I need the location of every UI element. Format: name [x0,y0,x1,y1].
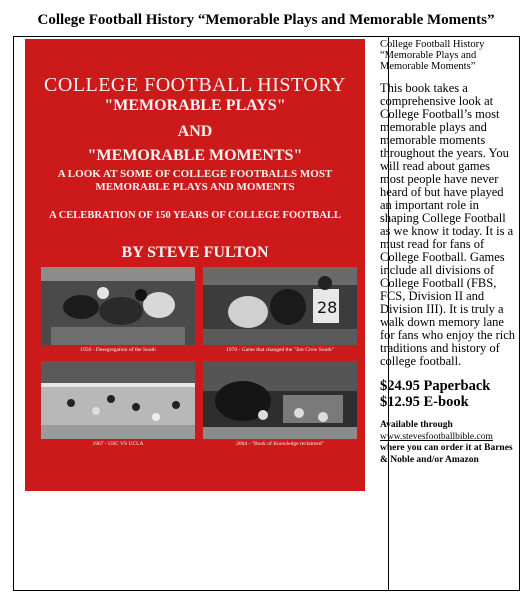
description-title: College Football History “Memorable Plays and Memorable Moments” [380,39,485,72]
availability [380,420,516,466]
cover-tagline: A LOOK AT SOME OF COLLEGE FOOTBALLS MOST MEMORABLE PLAYS AND MOMENTS [57,168,333,193]
price-ebook: $12.95 E-book [380,394,469,410]
book-description-column [380,39,516,466]
availability-suffix: where you can order it at Barnes & Noble and/or Amazon [380,443,513,465]
book-cover [25,39,365,491]
cover-author: BY STEVE FULTON [121,244,269,261]
cover-celebration: A CELEBRATION OF 150 YEARS OF COLLEGE FOOTBALL [49,210,341,221]
cover-photo-1967 [41,361,195,439]
page-title: College Football History “Memorable Plays and Memorable Moments” [37,12,495,28]
cover-and: AND [177,123,213,140]
svg-text:28: 28 [317,298,338,317]
caption-1956: 1956 - Desegregation of the South [80,347,156,353]
availability-prefix: Available through [380,420,453,430]
cover-title: COLLEGE FOOTBALL HISTORY [44,74,346,96]
cover-photo-1970 [203,267,357,345]
cover-photo-2004 [203,361,357,439]
caption-2004: 2004 - "Book of Knowledge reclaimed" [236,441,324,447]
cover-subtitle-plays: "MEMORABLE PLAYS" [104,97,286,114]
price-paperback: $24.95 Paperback [380,378,491,394]
cover-photo-1956 [41,267,195,345]
cover-subtitle-moments: "MEMORABLE MOMENTS" [87,147,303,164]
website-link[interactable]: www.stevesfootballbible.com [380,431,493,442]
caption-1967: 1967 - USC VS UCLA [92,441,144,447]
book-table [13,36,520,591]
description-body: This book takes a comprehensive look at College Football’s most memorable plays and memorable moments throughout the years. You will read about games most people have never heard of but have played an important role in shaping College Football as we know it today. It is a must read for fans of College Football. Games include all divisions of College Football (FBS, FCS, Division II and Division III). It is truly a walk down memory lane for fans who enjoy the rich traditions and history of college football. [380,81,516,368]
caption-1970: 1970 - Game that changed the "Jim Crow South" [226,347,334,353]
